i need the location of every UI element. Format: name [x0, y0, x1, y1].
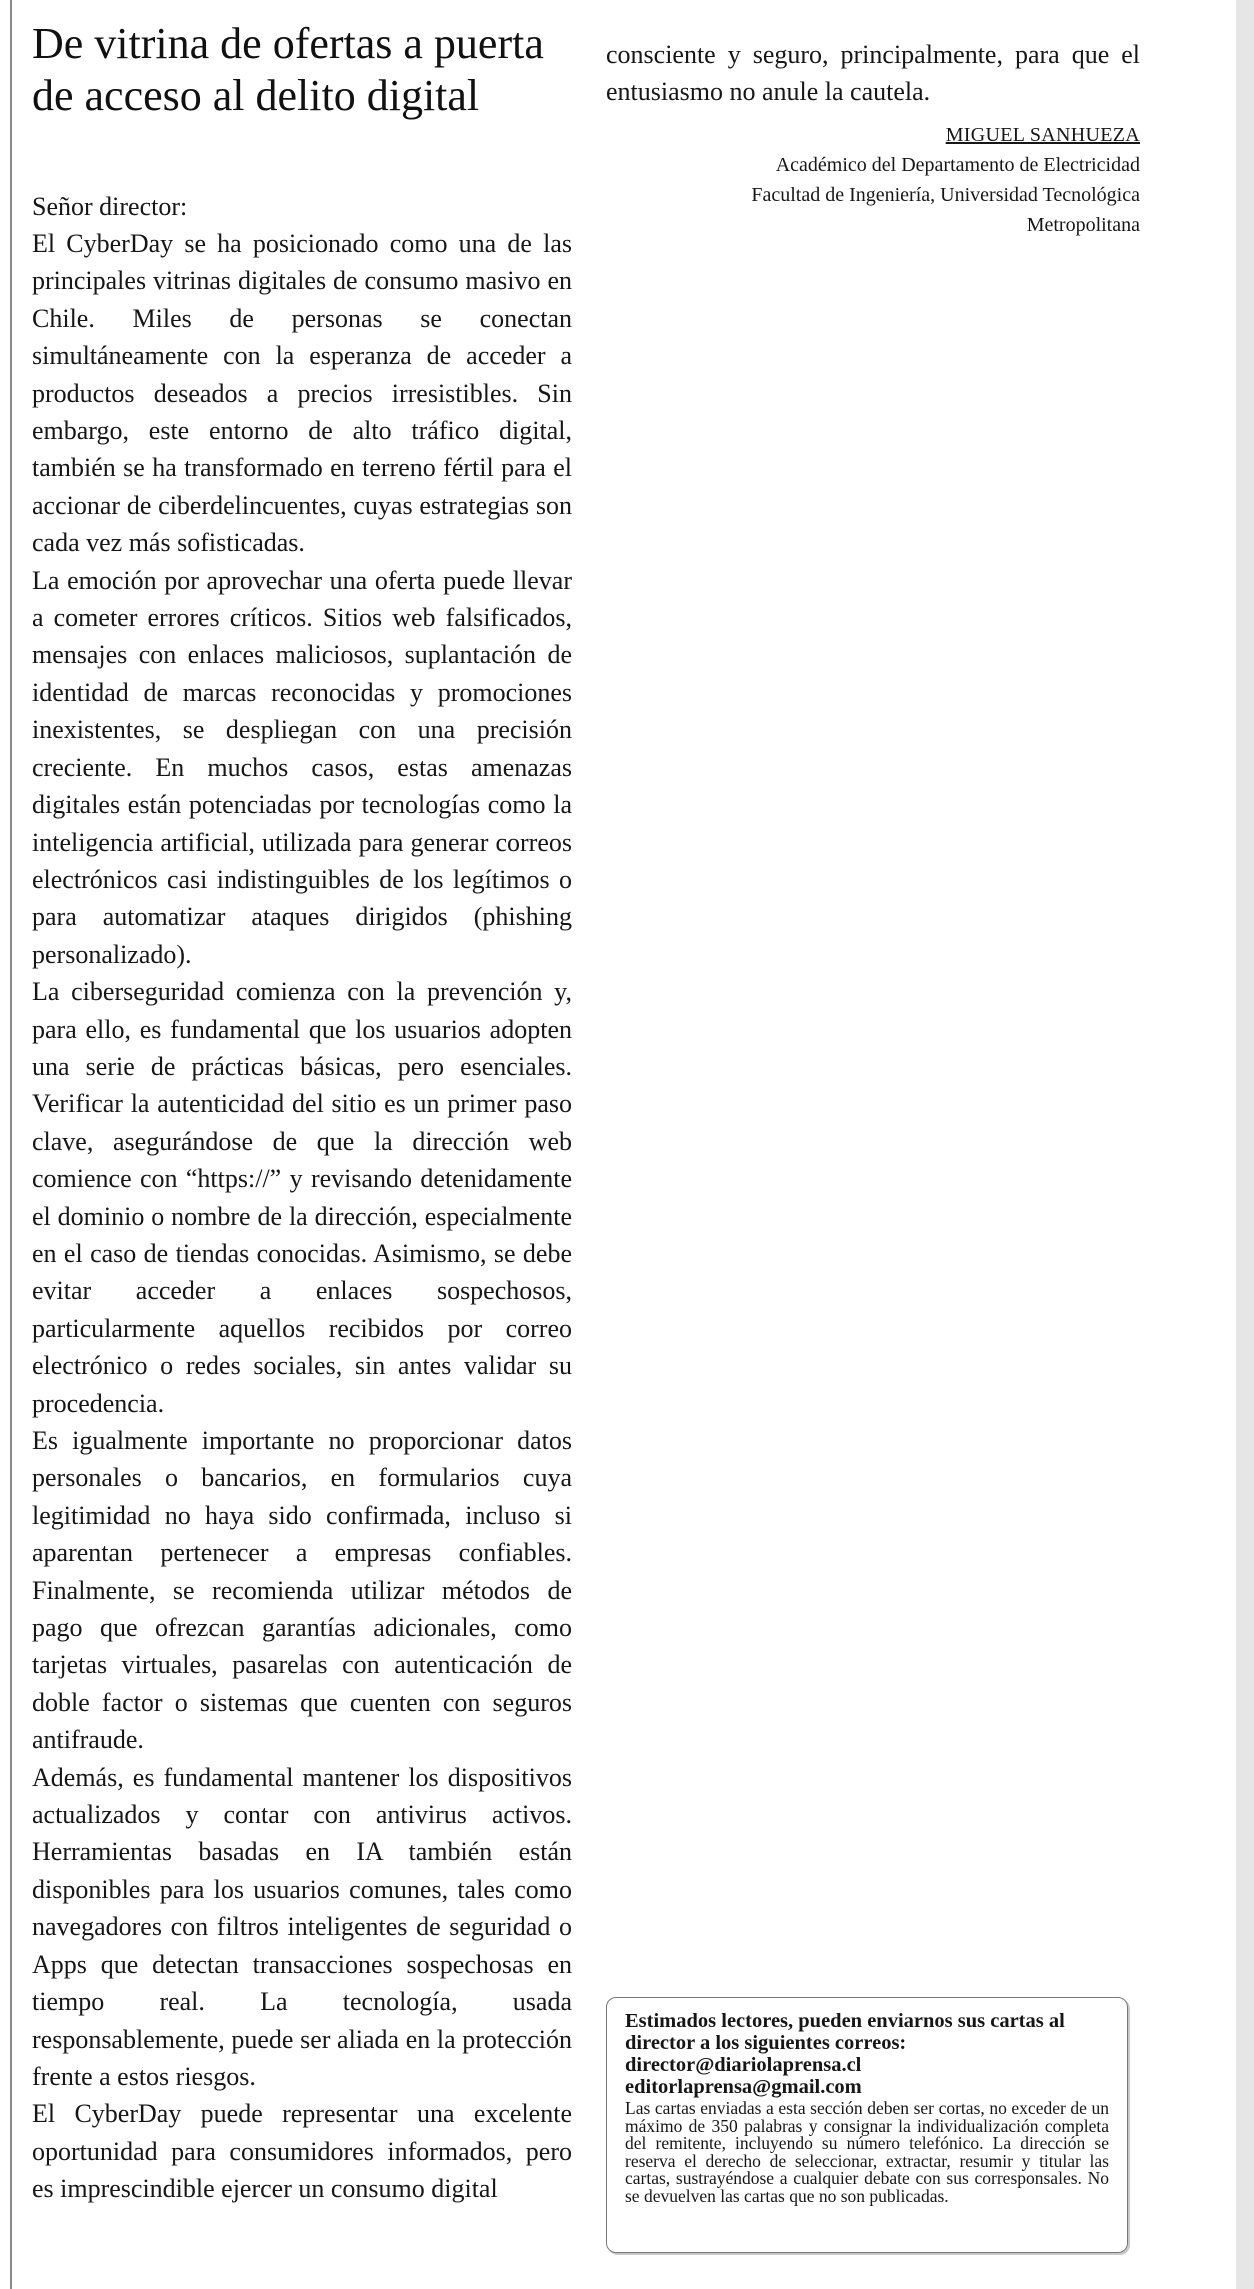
letter-paragraph: Además, es fundamental mantener los dispositivos actualizados y contar con antivirus activos. Herramientas basadas en IA también están disponibles para los usuarios comunes, tales como navegadores con filtros inteligentes de seguridad o Apps que detectan transacciones sospechosas en tiempo real. La tecnología, usada responsablemente, puede ser aliada en la protección frente a estos riesgos. [32, 1762, 572, 2091]
page-edge-shadow [1236, 0, 1254, 2289]
letter-paragraph: El CyberDay se ha posicionado como una de las principales vitrinas digitales de consumo masivo en Chile. Miles de personas se conectan simultáneamente con la esperanza de acceder a productos deseados a precios irresistibles. Sin embargo, este entorno de alto tráfico digital, también se ha transformado en terreno fértil para el accionar de ciberdelincuentes, cuyas estrategias son cada vez más sofisticadas. [32, 229, 572, 558]
letter-continuation-column [606, 36, 1140, 240]
letter-main-column [32, 18, 572, 2208]
letter-signature [606, 120, 1140, 240]
letter-paragraph: La ciberseguridad comienza con la prevención y, para ello, es fundamental que los usuarios adopten una serie de prácticas básicas, pero esenciales. Verificar la autenticidad del sitio es un primer paso clave, asegurándose de que la dirección web comience con “https://” y revisando detenidamente el dominio o nombre de la dirección, especialmente en el caso de tiendas conocidas. Asimismo, se debe evitar acceder a enlaces sospechosos, particularmente aquellos recibidos por correo electrónico o redes sociales, sin antes validar su procedencia. [32, 977, 572, 1418]
letter-paragraph: Es igualmente importante no proporcionar datos personales o bancarios, en formularios cuya legitimidad no haya sido confirmada, incluso si aparentan pertenecer a empresas confiables. Finalmente, se recomienda utilizar métodos de pago que ofrezcan garantías adicionales, como tarjetas virtuales, pasarelas con autenticación de doble factor o sistemas que cuenten con seguros antifraude. [32, 1426, 572, 1755]
notice-body: Las cartas enviadas a esta sección deben ser cortas, no exceder de un máximo de 350 palabras y consignar la individualización completa del remitente, incluyendo su número telefónico. La dirección se reserva el derecho de seleccionar, extractar, resumir y titular las cartas, sustrayéndose a cualquier debate con sus corresponsales. No se devuelven las cartas que no son publicadas. [625, 2098, 1109, 2206]
notice-email-editor[interactable]: editorlaprensa@gmail.com [625, 2076, 862, 2098]
signature-affiliation-line: Facultad de Ingeniería, Universidad Tecnológica [751, 184, 1140, 206]
signature-affiliation-line: Metropolitana [1026, 214, 1140, 236]
letter-salutation: Señor director: [32, 192, 188, 221]
left-column-rule [10, 0, 12, 2289]
letters-submission-notice [606, 1997, 1128, 2253]
notice-title: Estimados lectores, pueden enviarnos sus cartas al director a los siguientes correos: [625, 2010, 1065, 2054]
notice-email-director[interactable]: director@diariolaprensa.cl [625, 2054, 862, 2076]
letter-paragraph: El CyberDay puede representar una excelente oportunidad para consumidores informados, pero es imprescindible ejercer un consumo digital [32, 2099, 572, 2204]
letter-paragraph-continued: consciente y seguro, principalmente, para que el entusiasmo no anule la cautela. [606, 40, 1140, 106]
letter-paragraph: La emoción por aprovechar una oferta puede llevar a cometer errores críticos. Sitios web falsificados, mensajes con enlaces maliciosos, suplantación de identidad de marcas reconocidas y promociones inexistentes, se despliegan con una precisión creciente. En muchos casos, estas amenazas digitales están potenciadas por tecnologías como la inteligencia artificial, utilizada para generar correos electrónicos casi indistinguibles de los legítimos o para automatizar ataques dirigidos (phishing personalizado). [32, 565, 572, 969]
signature-name: MIGUEL SANHUEZA [945, 124, 1140, 146]
letter-headline: De vitrina de ofertas a puerta de acceso al delito digital [32, 19, 544, 120]
signature-affiliation-line: Académico del Departamento de Electricidad [775, 154, 1140, 176]
